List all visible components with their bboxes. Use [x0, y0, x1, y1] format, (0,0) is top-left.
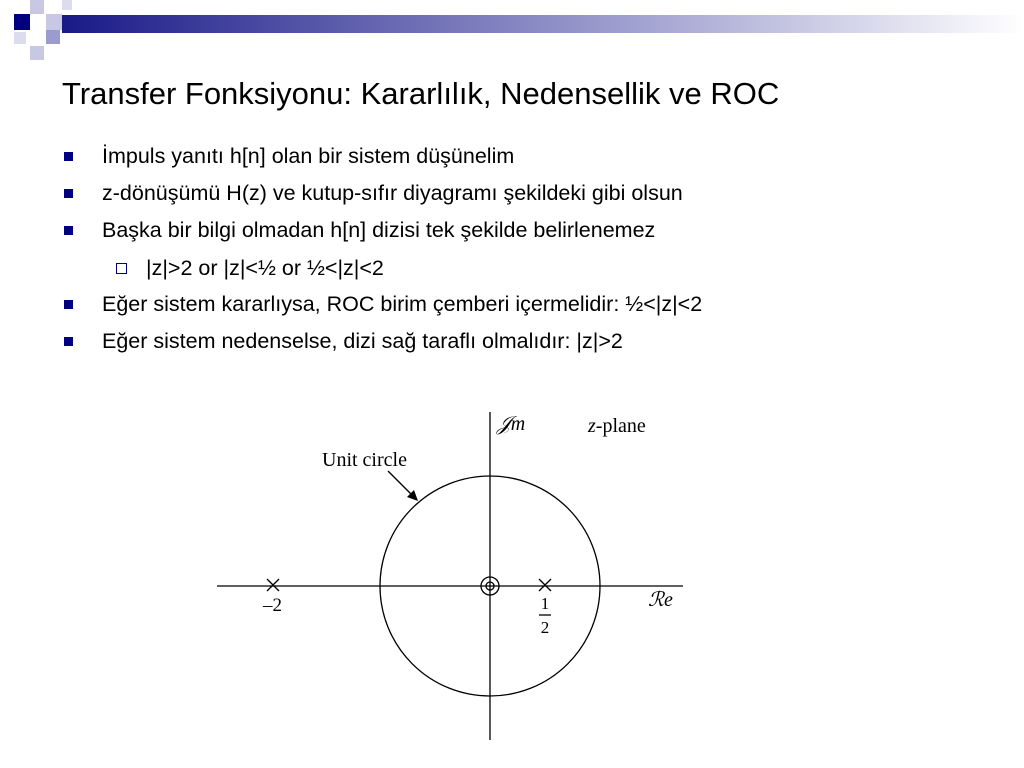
bullet-text: Eğer sistem kararlıysa, ROC birim çemberi içermelidir: ½<|z|<2	[102, 292, 703, 316]
slide-title: Transfer Fonksiyonu: Kararlılık, Nedensellik ve ROC	[62, 76, 780, 111]
pole-right-numerator: 1	[540, 594, 550, 613]
bullet-text: Eğer sistem nedenselse, dizi sağ taraflı olmalıdır: |z|>2	[102, 329, 623, 353]
unit-circle-arrow-line	[388, 471, 413, 496]
unit-circle-label: Unit circle	[322, 449, 407, 471]
pole-right-denominator: 2	[540, 618, 550, 637]
bullet-text: Başka bir bilgi olmadan h[n] dizisi tek şekilde belirlenemez	[102, 218, 656, 242]
pole-marker-left	[267, 579, 279, 591]
real-axis-label: ℛe	[648, 589, 673, 611]
pole-left-label: –2	[263, 595, 282, 616]
bullet-text: İmpuls yanıtı h[n] olan bir sistem düşünelim	[102, 144, 515, 168]
bullet-text: z-dönüşümü H(z) ve kutup-sıfır diyagramı şekildeki gibi olsun	[102, 181, 683, 205]
z-plane-variable: z	[588, 415, 596, 437]
z-plane-label	[587, 415, 646, 437]
z-plane-suffix: -plane	[595, 415, 646, 437]
imaginary-axis-label: 𝒥m	[497, 413, 526, 435]
pole-marker-right	[539, 579, 551, 591]
bullet-text: |z|>2 or |z|<½ or ½<|z|<2	[146, 256, 384, 280]
